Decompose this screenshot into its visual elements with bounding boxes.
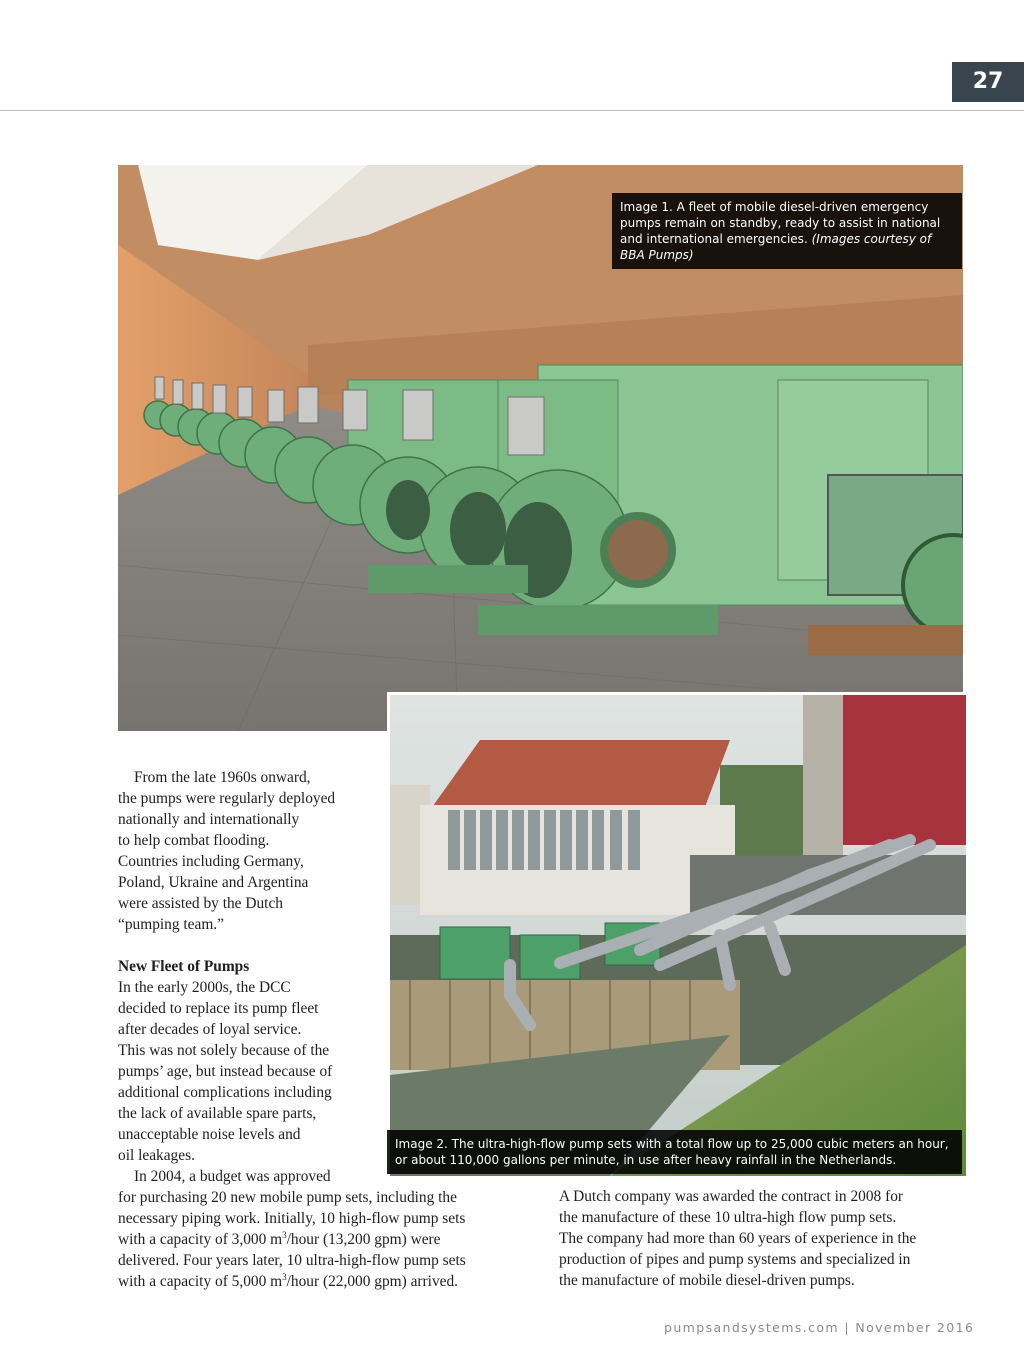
text-line: unacceptable noise levels and	[118, 1126, 301, 1143]
article-column-left	[118, 767, 373, 1187]
text-line: “pumping team.”	[118, 916, 224, 933]
image1-caption-text: Image 1. A fleet of mobile diesel-driven emergency pumps remain on standby, ready to assist in national and international emergencies.	[620, 200, 941, 246]
article-column-right	[559, 1186, 969, 1291]
image-credit: (Images courtesy of BBA Pumps)	[620, 232, 932, 262]
paragraph-budget	[118, 1187, 518, 1292]
paragraph-contract	[559, 1186, 969, 1291]
text-fragment: /hour (13,200 gpm) were	[286, 1231, 441, 1248]
text-line: the lack of available spare parts,	[118, 1105, 317, 1122]
image1-caption	[612, 193, 962, 269]
image2-caption-text: Image 2. The ultra-high-flow pump sets with a total flow up to 25,000 cubic meters an hour, or about 110,000 gallons per minute, in use after heavy rainfall in the Netherlands.	[395, 1137, 949, 1167]
header-rule	[0, 110, 1024, 111]
photo-pumping-station	[387, 692, 966, 1176]
text-line: necessary piping work. Initially, 10 high-flow pump sets	[118, 1210, 466, 1227]
paragraph-deployment	[118, 767, 373, 935]
page-footer: pumpsandsystems.com | November 2016	[664, 1320, 975, 1335]
page-number: 27	[952, 62, 1024, 102]
section-heading: New Fleet of Pumps	[118, 958, 250, 975]
superscript-3: 3	[282, 1271, 287, 1282]
text-line: This was not solely because of the	[118, 1042, 330, 1059]
text-line: decided to replace its pump fleet	[118, 1000, 319, 1017]
text-line: Poland, Ukraine and Argentina	[118, 874, 309, 891]
text-fragment: with a capacity of 5,000 m	[118, 1273, 283, 1290]
text-line: nationally and internationally	[118, 811, 300, 828]
text-line: In the early 2000s, the DCC	[118, 979, 291, 996]
text-line: production of pipes and pump systems and specialized in	[559, 1251, 911, 1268]
text-line: after decades of loyal service.	[118, 1021, 302, 1038]
paragraph-new-fleet	[118, 977, 373, 1166]
text-line: pumps’ age, but instead because of	[118, 1063, 333, 1080]
text-line: additional complications including	[118, 1084, 332, 1101]
text-line: From the late 1960s onward,	[134, 769, 311, 786]
text-line: were assisted by the Dutch	[118, 895, 283, 912]
text-fragment: /hour (22,000 gpm) arrived.	[286, 1273, 459, 1290]
text-line: to help combat flooding.	[118, 832, 270, 849]
text-line	[118, 1229, 518, 1250]
text-line: The company had more than 60 years of experience in the	[559, 1230, 917, 1247]
article-column-left-wide	[118, 1187, 518, 1292]
text-line: Countries including Germany,	[118, 853, 304, 870]
text-line: the manufacture of mobile diesel-driven pumps.	[559, 1272, 855, 1289]
text-line: In 2004, a budget was approved	[134, 1168, 331, 1185]
text-line: A Dutch company was awarded the contract in 2008 for	[559, 1188, 904, 1205]
paragraph-spacer	[118, 935, 373, 956]
text-line: for purchasing 20 new mobile pump sets, including the	[118, 1189, 457, 1206]
paragraph-budget-start	[118, 1166, 373, 1187]
image2-caption	[387, 1130, 962, 1174]
text-fragment: with a capacity of 3,000 m	[118, 1231, 283, 1248]
text-line: the manufacture of these 10 ultra-high flow pump sets.	[559, 1209, 897, 1226]
text-line	[118, 1271, 518, 1292]
text-line: the pumps were regularly deployed	[118, 790, 336, 807]
text-line: delivered. Four years later, 10 ultra-high-flow pump sets	[118, 1252, 466, 1269]
text-line: oil leakages.	[118, 1147, 195, 1164]
superscript-3: 3	[282, 1229, 287, 1240]
